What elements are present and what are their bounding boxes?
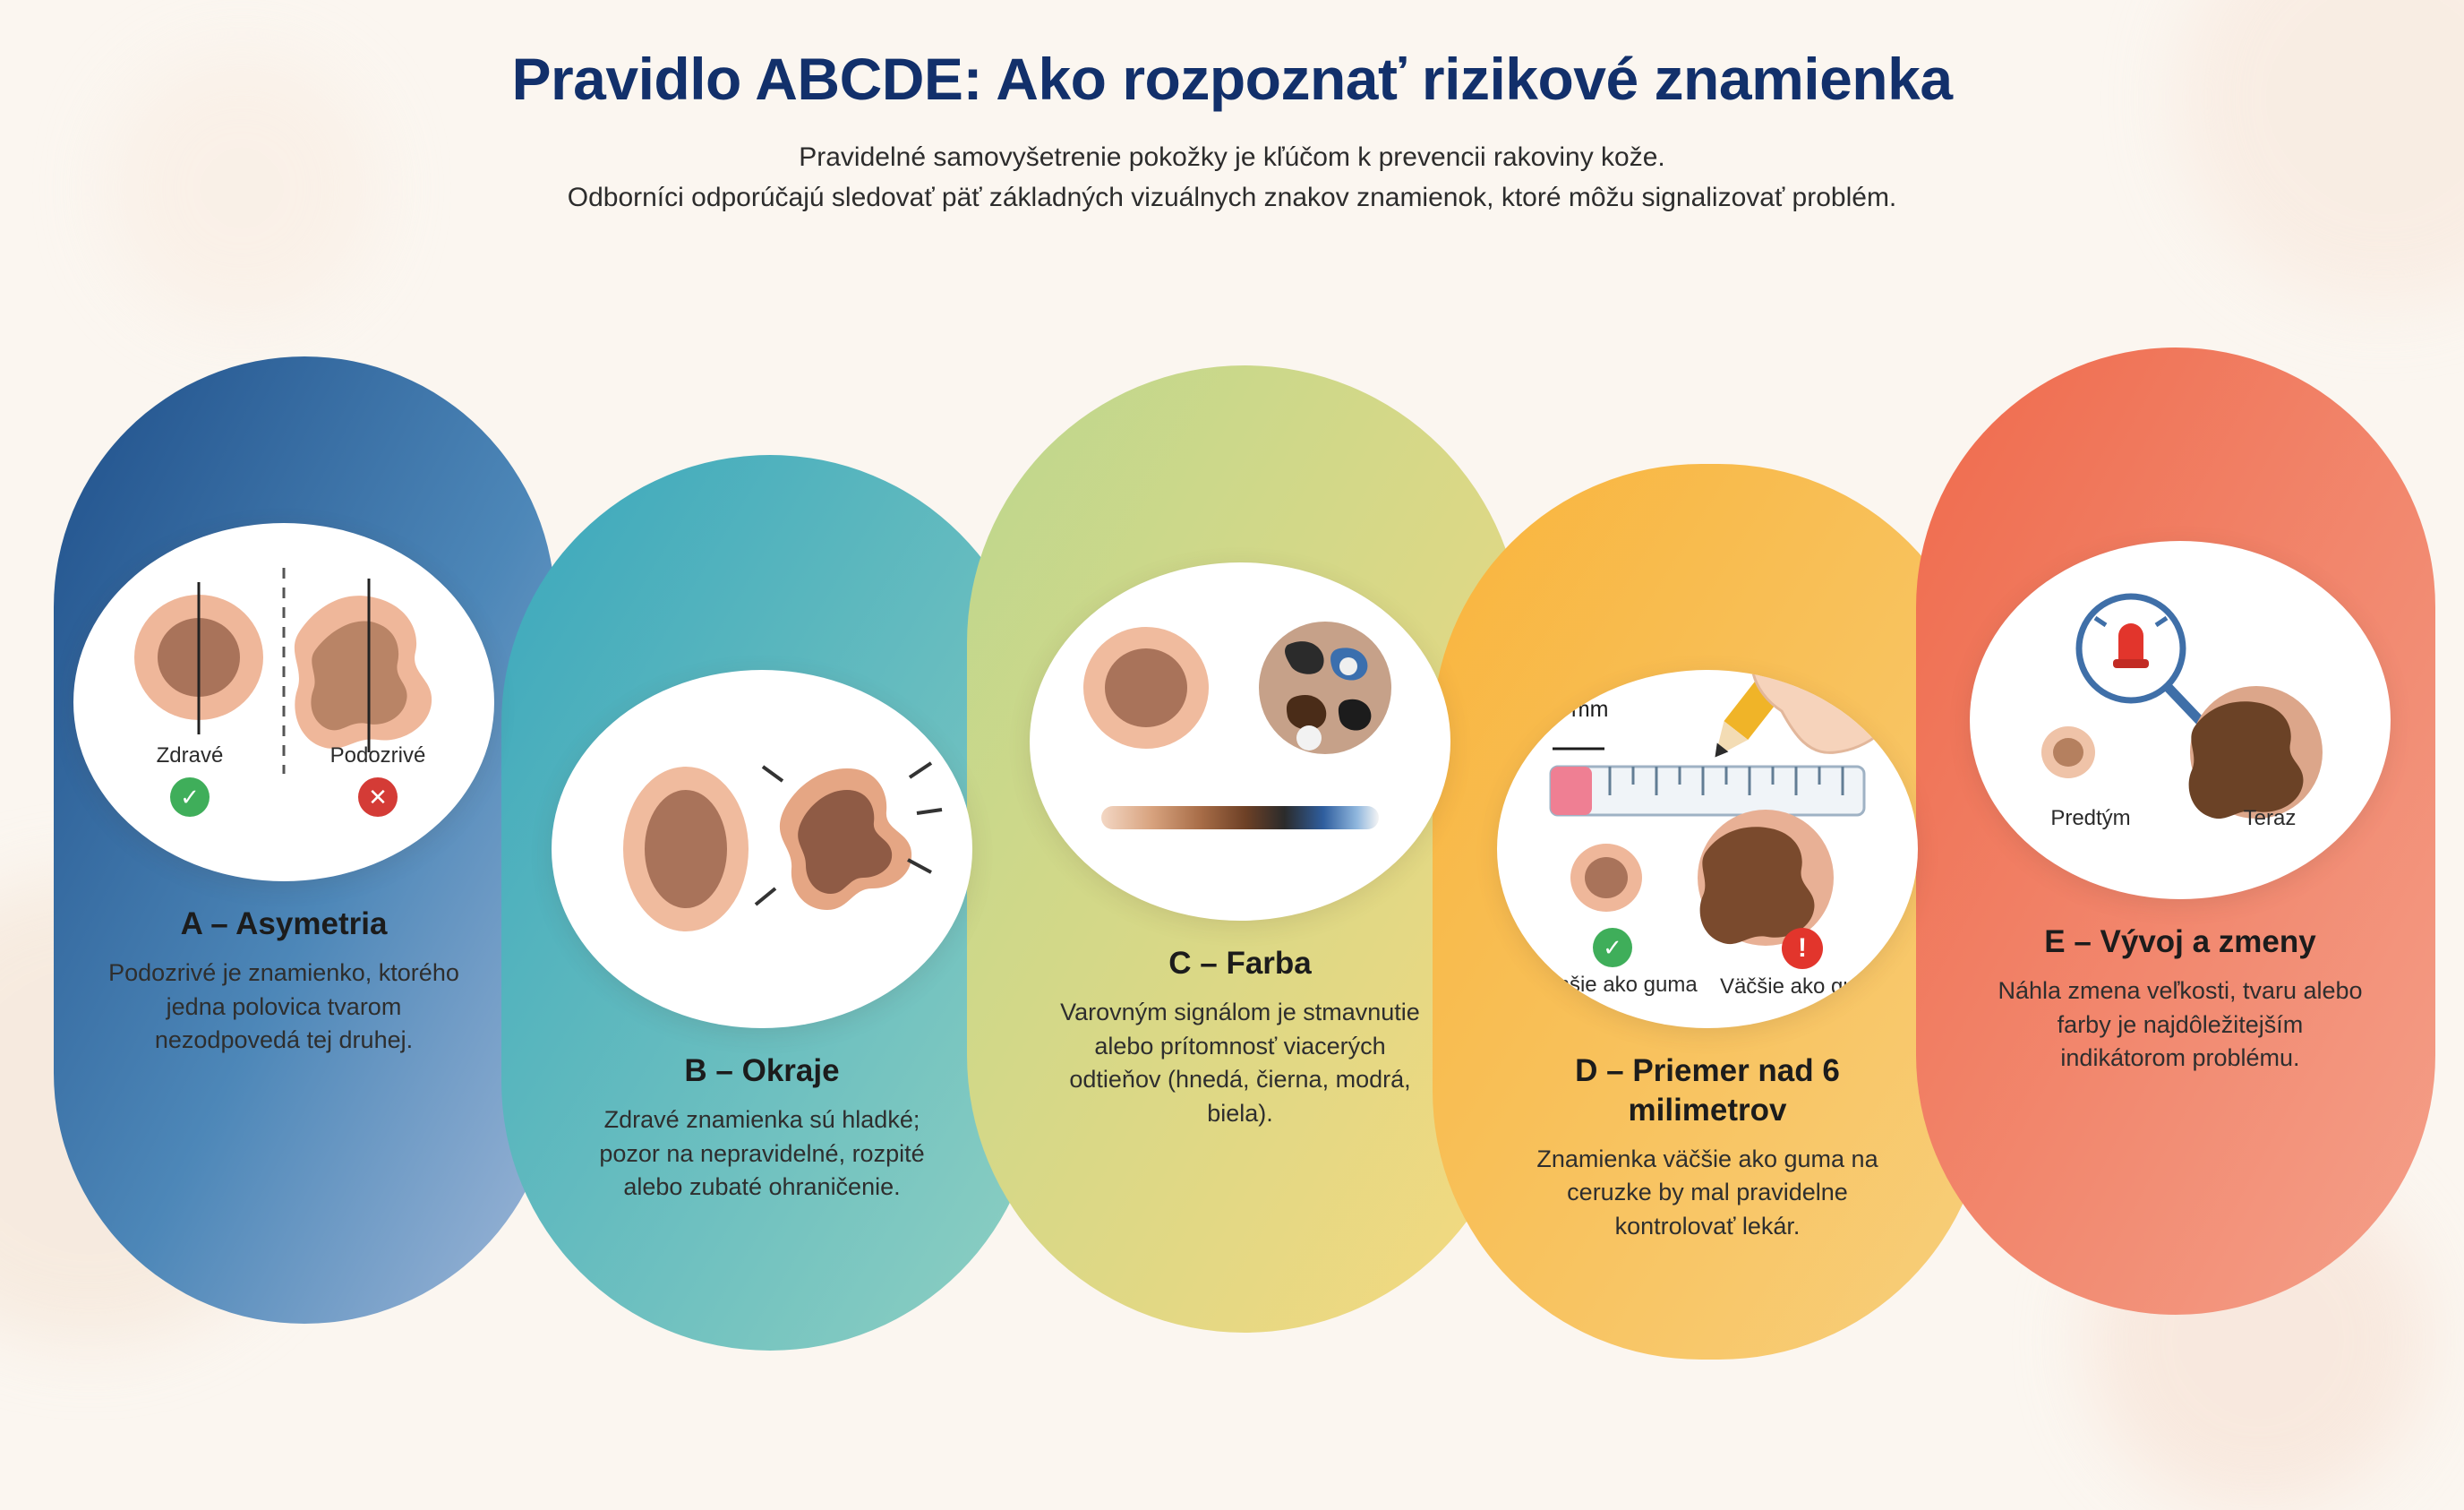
card-priemer-title: D – Priemer nad 6 milimetrov bbox=[1575, 1053, 1840, 1128]
cards-container bbox=[0, 330, 2464, 1376]
priemer-scale-label: 6 mm bbox=[1553, 697, 1609, 722]
card-okraje-text: Zdravé znamienka sú hladké; pozor na nepravidelné, rozpité alebo zubaté ohraničenie. bbox=[599, 1105, 925, 1201]
card-farba-illustration bbox=[1030, 562, 1450, 921]
color-illustration-icon bbox=[1030, 562, 1450, 921]
check-circle-icon: ✓ bbox=[1593, 928, 1632, 967]
card-asymetria-illustration bbox=[73, 523, 494, 881]
check-circle-icon: ✓ bbox=[170, 777, 210, 817]
evolution-illustration-icon bbox=[1970, 541, 2391, 899]
asymetria-label-right: Podozrivé bbox=[329, 743, 426, 768]
asymmetry-illustration-icon bbox=[73, 523, 494, 881]
warning-circle-icon: ! bbox=[1782, 928, 1823, 969]
card-vyvoj-text: Náhla zmena veľkosti, tvaru alebo farby je najdôležitejším indikátorom problému. bbox=[1998, 976, 2363, 1072]
vyvoj-label-left: Predtým bbox=[2050, 806, 2131, 830]
card-priemer-illustration bbox=[1497, 670, 1918, 1028]
borders-illustration-icon bbox=[552, 670, 972, 1028]
subtitle-line-2: Odborníci odporúčajú sledovať päť základných vizuálnych znakov znamienok, ktoré môžu signalizovať problém. bbox=[567, 182, 1897, 212]
card-vyvoj-illustration bbox=[1970, 541, 2391, 899]
card-farba-title: C – Farba bbox=[1168, 946, 1312, 981]
priemer-label-left: Menšie ako guma bbox=[1527, 973, 1698, 997]
card-asymetria-title: A – Asymetria bbox=[180, 906, 388, 941]
card-priemer[interactable] bbox=[1497, 670, 1918, 1244]
cross-circle-icon: ✕ bbox=[358, 777, 398, 817]
card-farba-text: Varovným signálom je stmavnutie alebo prítomnosť viacerých odtieňov (hnedá, čierna, modrá, biela). bbox=[1060, 998, 1420, 1128]
card-okraje[interactable] bbox=[552, 670, 972, 1205]
priemer-label-right: Väčšie ako guma bbox=[1719, 974, 1886, 999]
card-asymetria-text: Podozrivé je znamienko, ktorého jedna polovica tvarom nezodpovedá tej druhej. bbox=[108, 958, 459, 1054]
asymetria-label-left: Zdravé bbox=[156, 743, 224, 768]
card-okraje-title: B – Okraje bbox=[684, 1053, 840, 1088]
card-vyvoj-title: E – Vývoj a zmeny bbox=[2044, 924, 2316, 959]
card-asymetria[interactable] bbox=[73, 523, 494, 1058]
subtitle-line-1: Pravidelné samovyšetrenie pokožky je kľúčom k prevencii rakoviny kože. bbox=[799, 142, 1665, 172]
page-title: Pravidlo ABCDE: Ako rozpoznať rizikové znamienka bbox=[511, 46, 1953, 112]
page-header bbox=[0, 0, 2464, 218]
page-subtitle bbox=[202, 137, 2262, 218]
card-priemer-text: Znamienka väčšie ako guma na ceruzke by mal pravidelne kontrolovať lekár. bbox=[1536, 1145, 1878, 1240]
card-vyvoj[interactable] bbox=[1970, 541, 2391, 1076]
vyvoj-label-right: Teraz bbox=[2243, 806, 2297, 830]
card-farba[interactable] bbox=[1030, 562, 1450, 1131]
card-okraje-illustration bbox=[552, 670, 972, 1028]
